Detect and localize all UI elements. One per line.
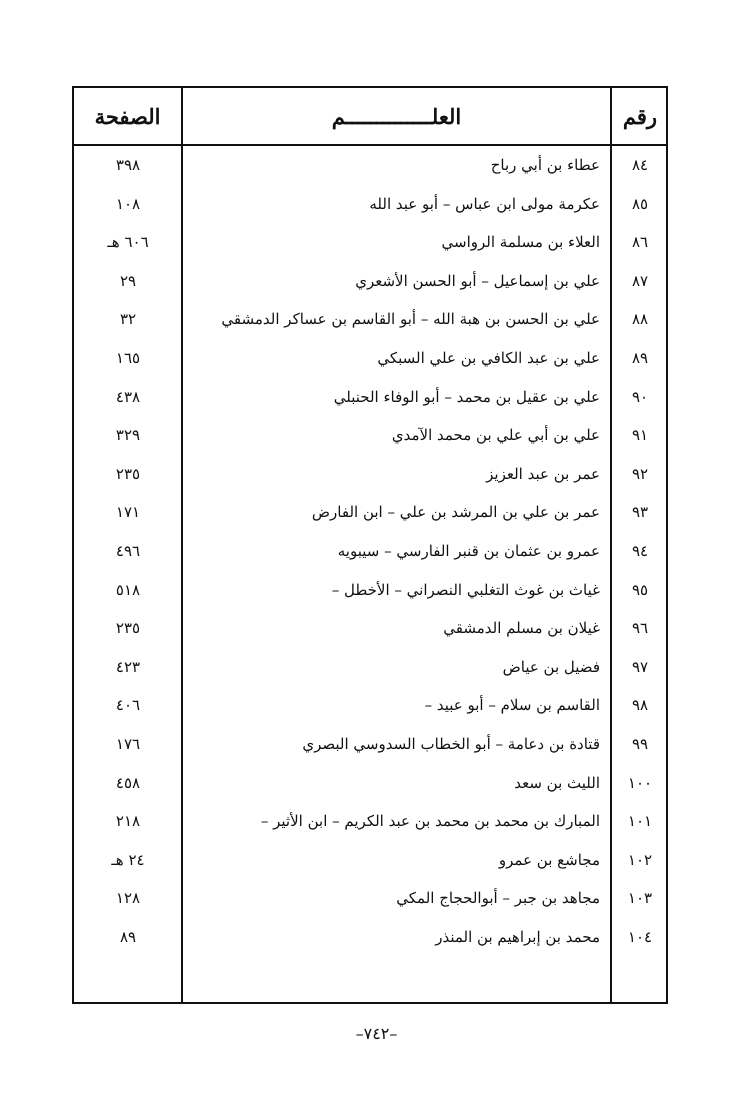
row-number: ٨٥ (631, 194, 649, 213)
table-row (74, 146, 666, 184)
row-name: المبارك بن محمد بن محمد بن عبد الكريم – ابن الأثير – (260, 812, 600, 831)
row-number: ١٠٢ (627, 850, 653, 869)
row-page: ٢٩ (119, 271, 137, 290)
row-name: قتادة بن دعامة – أبو الخطاب السدوسي البصري (302, 735, 600, 753)
row-number: ١٠٠ (627, 773, 653, 792)
row-number: ٨٩ (631, 349, 649, 367)
row-number: ١٠٣ (627, 889, 653, 908)
row-page: ٤٥٨ (115, 773, 141, 792)
index-table (72, 86, 668, 1004)
row-name: علي بن إسماعيل – أبو الحسن الأشعري (355, 271, 600, 290)
row-number: ٩٠ (631, 387, 649, 406)
row-number: ٩١ (631, 426, 649, 445)
row-name: عمرو بن عثمان بن قنبر الفارسي – سيبويه (337, 542, 600, 560)
row-name: غياث بن غوث التغلبي النصراني – الأخطل – (331, 580, 600, 599)
row-number: ٩٤ (631, 542, 649, 560)
row-page: ٤٠٦ (115, 696, 141, 715)
row-name: عمر بن علي بن المرشد بن علي – ابن الفارض (311, 503, 600, 522)
row-name: علي بن عبد الكافي بن علي السبكي (377, 349, 600, 367)
row-number: ٩٦ (631, 619, 649, 638)
row-number: ٨٤ (631, 156, 649, 174)
row-page: ٢١٨ (115, 812, 141, 831)
row-number: ٩٨ (631, 696, 649, 715)
row-page: ٢٣٥ (115, 464, 141, 483)
row-name: الليث بن سعد (514, 773, 600, 792)
row-number: ١٠١ (627, 812, 653, 831)
table-row (74, 802, 666, 840)
row-page: ١٧١ (115, 503, 141, 522)
row-name: عمر بن عبد العزيز (486, 464, 600, 483)
row-page: ٥١٨ (115, 580, 141, 599)
row-name: مجاشع بن عمرو (498, 850, 600, 869)
row-name: العلاء بن مسلمة الرواسي (441, 233, 600, 252)
table-row (74, 416, 666, 454)
table-row (74, 648, 666, 686)
table-row (74, 339, 666, 377)
row-name: فضيل بن عياض (502, 657, 600, 676)
row-name: غيلان بن مسلم الدمشقي (443, 619, 600, 638)
row-page: ١٠٨ (115, 194, 141, 213)
row-page: ١٢٨ (115, 889, 141, 908)
table-row (74, 300, 666, 338)
row-page: ٨٩ (119, 928, 137, 946)
row-number: ١٠٤ (627, 928, 653, 946)
table-row (74, 262, 666, 300)
row-number: ٨٧ (631, 271, 649, 290)
row-page: ٢٤ هـ (111, 850, 145, 869)
row-number: ٨٨ (631, 310, 649, 329)
row-page: ٤٣٨ (115, 387, 141, 406)
table-row (74, 185, 666, 223)
row-number: ٩٧ (631, 657, 649, 676)
table-row (74, 378, 666, 416)
table-row (74, 455, 666, 493)
table-row (74, 609, 666, 647)
row-name: مجاهد بن جبر – أبوالحجاج المكي (396, 889, 600, 908)
header-name: العلــــــــــــــم (331, 103, 462, 129)
row-name: محمد بن إبراهيم بن المنذر (435, 928, 600, 946)
table-row (74, 918, 666, 956)
row-name: عكرمة مولى ابن عباس – أبو عبد الله (369, 194, 600, 213)
row-name: علي بن الحسن بن هبة الله – أبو القاسم بن عساكر الدمشقي (221, 310, 600, 329)
table-row (74, 571, 666, 609)
row-name: القاسم بن سلام – أبو عبيد – (424, 696, 600, 715)
row-number: ٩٣ (631, 503, 649, 522)
row-number: ٩٩ (631, 735, 649, 753)
header-number: رقم (622, 103, 658, 129)
table-row (74, 879, 666, 917)
table-row (74, 223, 666, 261)
table-row (74, 841, 666, 879)
row-page: ٤٩٦ (115, 542, 141, 560)
page-number: –٧٤٢– (355, 1024, 398, 1043)
table-row (74, 686, 666, 724)
table-row (74, 532, 666, 570)
row-page: ٣٩٨ (115, 156, 141, 174)
row-page: ١٧٦ (115, 735, 141, 753)
header-page: الصفحة (94, 103, 161, 129)
table-row (74, 764, 666, 802)
row-number: ٨٦ (631, 233, 649, 252)
row-number: ٩٢ (631, 464, 649, 483)
row-name: علي بن عقيل بن محمد – أبو الوفاء الحنبلي (333, 387, 600, 406)
row-page: ٣٢٩ (115, 426, 141, 445)
row-page: ٦٠٦ هـ (107, 233, 149, 252)
row-name: عطاء بن أبي رباح (490, 156, 600, 174)
row-page: ١٦٥ (115, 349, 141, 367)
row-name: علي بن أبي علي بن محمد الآمدي (391, 426, 600, 445)
row-page: ٢٣٥ (115, 619, 141, 638)
table-row (74, 493, 666, 531)
row-number: ٩٥ (631, 580, 649, 599)
table-row (74, 725, 666, 763)
row-page: ٤٢٣ (115, 657, 141, 676)
row-page: ٣٢ (119, 310, 137, 329)
